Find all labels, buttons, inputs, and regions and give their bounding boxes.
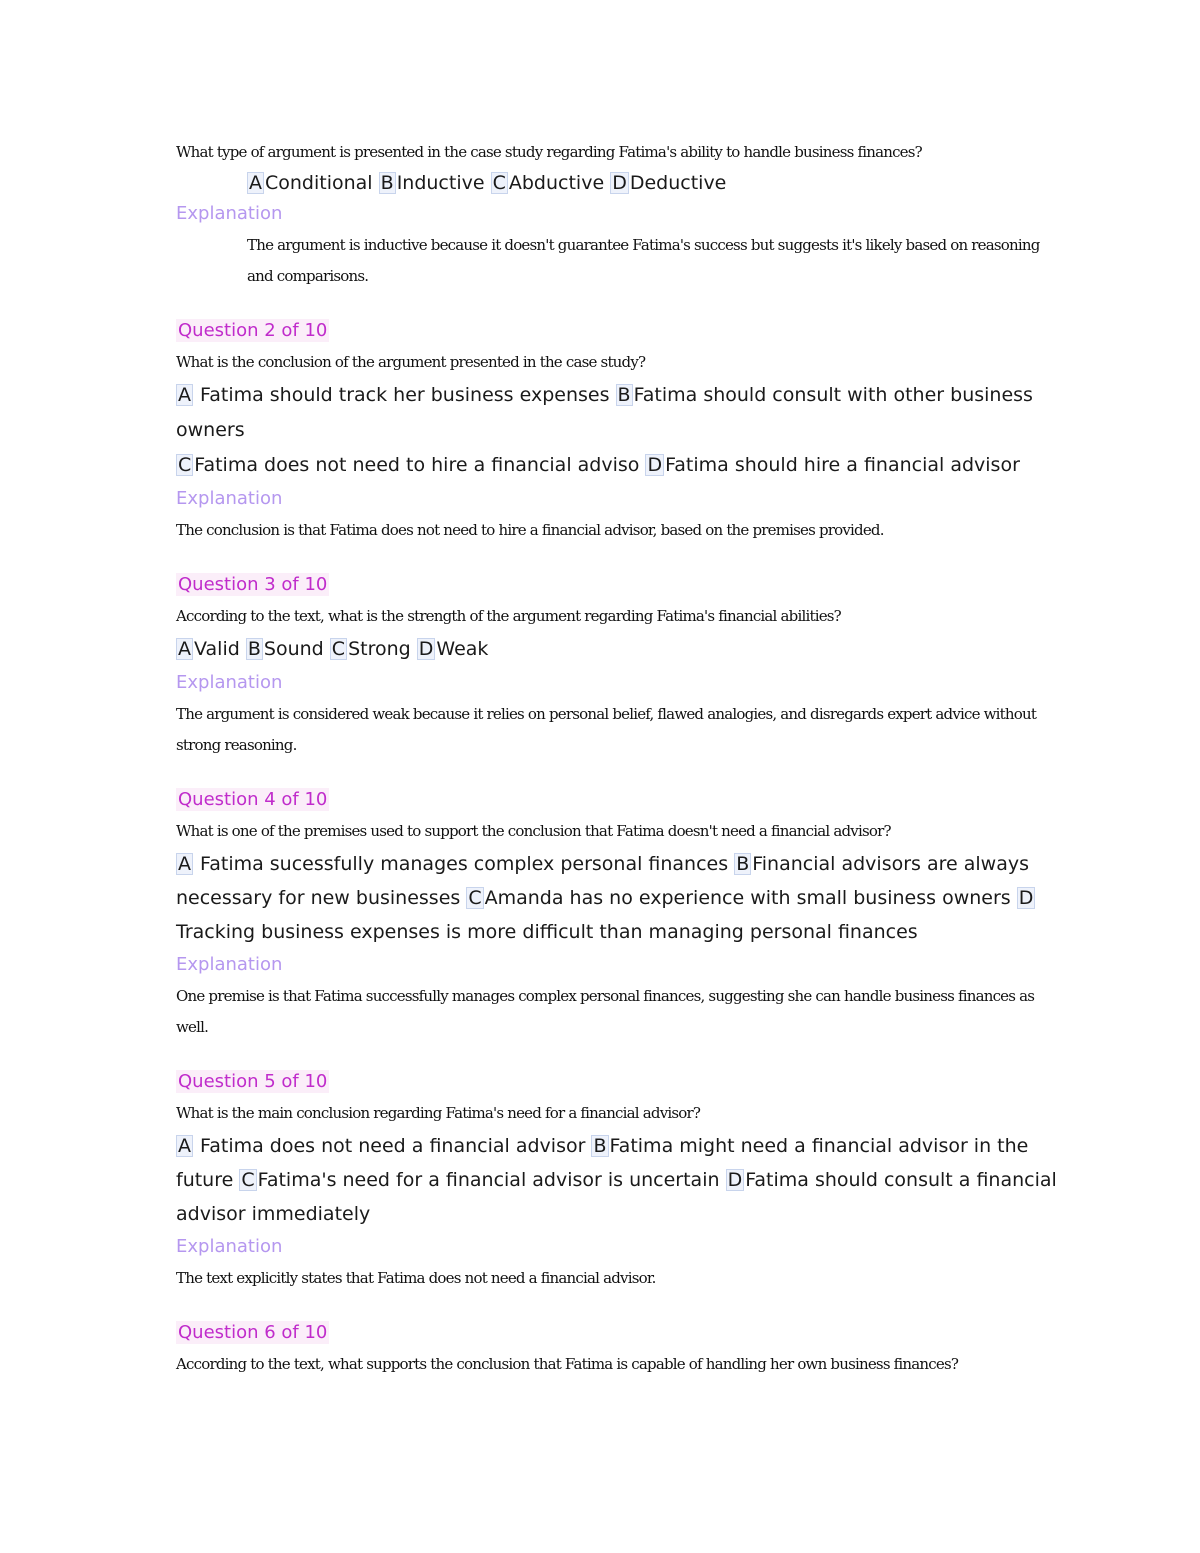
question-5	[176, 1067, 1066, 1294]
option-letter-d[interactable]: D	[1018, 887, 1034, 909]
option-text-c[interactable]: Fatima's need for a financial advisor is uncertain	[257, 1169, 720, 1191]
question-2	[176, 316, 1066, 546]
option-text-d[interactable]: Fatima should consult a financial advisor immediately	[176, 1169, 1057, 1225]
option-text-c[interactable]: Fatima does not need to hire a financial adviso	[194, 454, 640, 476]
explanation-label: Explanation	[176, 954, 283, 975]
question-heading: Question 3 of 10	[178, 574, 328, 595]
option-letter-b[interactable]: B	[247, 638, 261, 660]
option-letter-b[interactable]: B	[380, 172, 394, 194]
option-letter-a[interactable]: A	[178, 853, 191, 875]
explanation-label: Explanation	[176, 672, 283, 693]
question-text: What is the conclusion of the argument presented in the case study?	[176, 353, 646, 371]
option-text-a[interactable]: Conditional	[265, 172, 373, 194]
option-letter-c[interactable]: C	[331, 638, 346, 660]
option-letter-a[interactable]: A	[178, 638, 191, 660]
option-letter-a[interactable]: A	[178, 1135, 191, 1157]
question-6	[176, 1318, 1066, 1380]
question-text: What type of argument is presented in the case study regarding Fatima's ability to handle business finances?	[176, 143, 922, 161]
option-letter-b[interactable]: B	[593, 1135, 607, 1157]
option-letter-b[interactable]: B	[736, 853, 750, 875]
question-heading: Question 2 of 10	[178, 320, 328, 341]
option-text-a[interactable]: Valid	[194, 638, 240, 660]
explanation-label: Explanation	[176, 1236, 283, 1257]
option-text-a[interactable]: Fatima does not need a financial advisor	[194, 1135, 586, 1157]
question-heading: Question 4 of 10	[178, 789, 328, 810]
answer-options	[176, 378, 1066, 483]
explanation-text: The argument is inductive because it doesn't guarantee Fatima's success but suggests it's likely based on reasoning and comparisons.	[247, 236, 1040, 285]
option-letter-d[interactable]: D	[418, 638, 434, 660]
answer-options	[176, 168, 1066, 198]
option-letter-a[interactable]: A	[249, 172, 262, 194]
option-letter-c[interactable]: C	[241, 1169, 255, 1191]
answer-options	[176, 1129, 1066, 1231]
explanation-text: The text explicitly states that Fatima does not need a financial advisor.	[176, 1269, 656, 1287]
option-letter-b[interactable]: B	[617, 384, 631, 406]
explanation-label: Explanation	[176, 203, 283, 224]
question-3	[176, 570, 1066, 761]
option-text-b[interactable]: Fatima might need a financial advisor in the future	[176, 1135, 1029, 1191]
explanation-text: One premise is that Fatima successfully manages complex personal finances, suggesting she can handle business finances as well.	[176, 987, 1035, 1036]
answer-options	[176, 847, 1066, 949]
question-heading: Question 6 of 10	[178, 1322, 328, 1343]
option-text-d[interactable]: Tracking business expenses is more difficult than managing personal finances	[176, 921, 918, 943]
option-text-a[interactable]: Fatima sucessfully manages complex personal finances	[194, 853, 729, 875]
option-text-d[interactable]: Weak	[436, 638, 489, 660]
answer-options	[176, 632, 1066, 667]
option-text-d[interactable]: Fatima should hire a financial advisor	[665, 454, 1020, 476]
option-text-a[interactable]: Fatima should track her business expenses	[194, 384, 610, 406]
option-text-d[interactable]: Deductive	[629, 172, 727, 194]
option-letter-d[interactable]: D	[727, 1169, 743, 1191]
question-text: According to the text, what is the strength of the argument regarding Fatima's financial abilities?	[176, 607, 841, 625]
option-letter-d[interactable]: D	[647, 454, 663, 476]
question-heading: Question 5 of 10	[178, 1071, 328, 1092]
option-text-c[interactable]: Strong	[348, 638, 411, 660]
explanation-label: Explanation	[176, 488, 283, 509]
question-text: According to the text, what supports the conclusion that Fatima is capable of handling her own business finances?	[176, 1355, 959, 1373]
option-text-b[interactable]: Inductive	[396, 172, 485, 194]
option-text-c[interactable]: Abductive	[508, 172, 605, 194]
explanation-text: The conclusion is that Fatima does not need to hire a financial advisor, based on the premises provided.	[176, 521, 884, 539]
option-text-b[interactable]: Sound	[263, 638, 324, 660]
question-1	[176, 136, 1066, 292]
quiz-content	[176, 136, 1066, 1380]
question-4	[176, 785, 1066, 1043]
option-text-b[interactable]: Financial advisors are always necessary for new businesses	[176, 853, 1029, 909]
option-letter-c[interactable]: C	[178, 454, 192, 476]
question-text: What is one of the premises used to support the conclusion that Fatima doesn't need a financial advisor?	[176, 822, 891, 840]
question-text: What is the main conclusion regarding Fatima's need for a financial advisor?	[176, 1104, 701, 1122]
option-letter-c[interactable]: C	[468, 887, 482, 909]
option-text-b[interactable]: Fatima should consult with other business owners	[176, 384, 1033, 441]
option-letter-c[interactable]: C	[492, 172, 506, 194]
explanation-text: The argument is considered weak because it relies on personal belief, flawed analogies, and disregards expert advice without strong reasoning.	[176, 705, 1037, 754]
option-letter-a[interactable]: A	[178, 384, 191, 406]
option-text-c[interactable]: Amanda has no experience with small business owners	[484, 887, 1011, 909]
option-letter-d[interactable]: D	[612, 172, 627, 194]
